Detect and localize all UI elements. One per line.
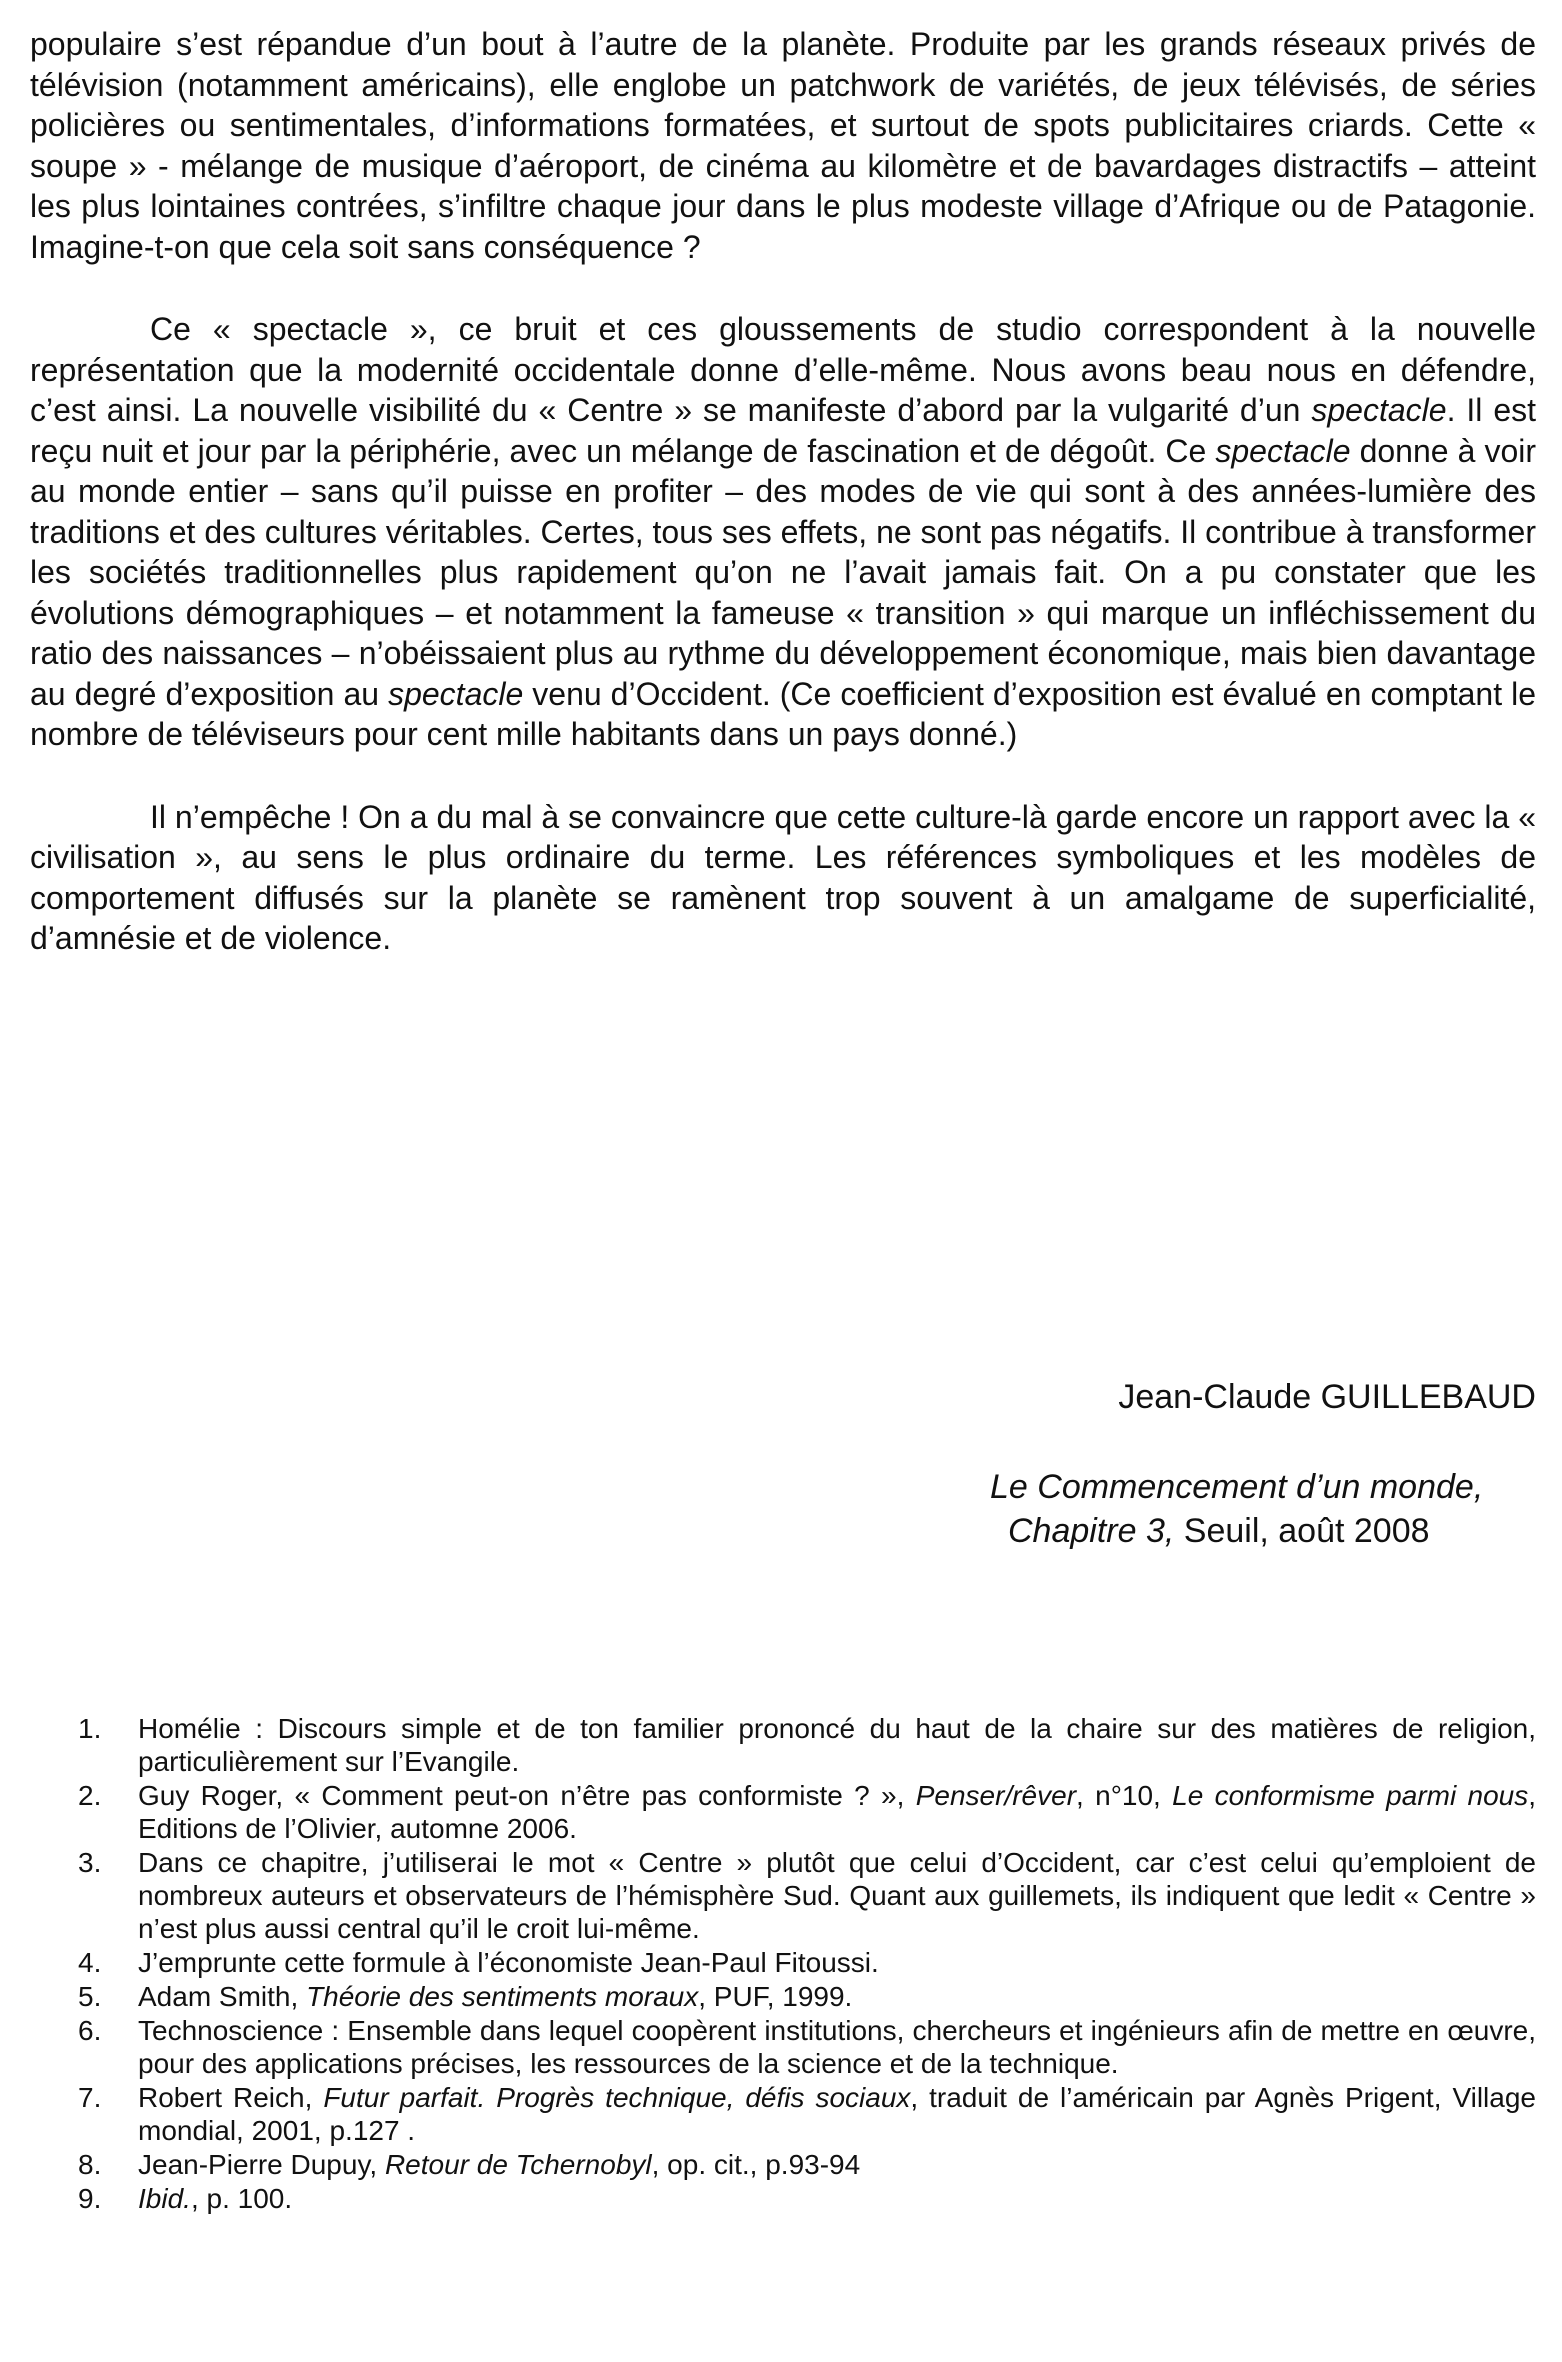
footnote-item [30,1980,1536,2013]
text-run: donne à voir au monde entier – sans qu’il puisse en profiter – des modes de vie qui sont à des années-lumière des traditions et des cultures véritables. Certes, tous ses effets, ne sont pas négatifs. Il contribue à transformer les sociétés traditionnelles plus rapidement qu’on ne l’avait jamais fait. On a pu constater que les évolutions démographiques – et notamment la fameuse « transition » qui marque un infléchissement du ratio des naissances – n’obéissaient plus au rythme du développement économique, mais bien davantage au degré d’exposition au [30,432,1537,712]
italic-text: Futur parfait. Progrès technique, défis sociaux [323,2082,911,2113]
paragraph-3: Il n’empêche ! On a du mal à se convaincre que cette culture-là garde encore un rapport avec la « civilisation », au sens le plus ordinaire du terme. Les références symboliques et les modèles de comportement diffusés sur la planète se ramènent trop souvent à un amalgame de superficialité, d’amnésie et de violence. [30,798,1536,956]
italic-text: Le conformisme parmi nous [1172,1780,1529,1811]
italic-text: Théorie des sentiments moraux [306,1981,699,2012]
text-run: J’emprunte cette formule à l’économiste Jean-Paul Fitoussi. [138,1947,879,1978]
footnote-item [30,1779,1536,1845]
text-run: , Editions de l’Olivier, automne 2006. [138,1780,1537,1844]
footnote-item [30,1946,1536,1979]
footnote-number: 3. [78,1847,102,1878]
footnote-number: 4. [78,1947,102,1978]
paragraph-2 [30,309,1536,755]
footnote-item [30,1846,1536,1945]
text-run: Ce « spectacle », ce bruit et ces gloussements de studio correspondent à la nouvelle représentation que la modernité occidentale donne d’elle-même. Nous avons beau nous en défendre, c’est ainsi. La nouvelle visibilité du « Centre » se manifeste d’abord par la vulgarité d’un [30,311,1536,428]
text-run: , PUF, 1999. [698,1981,853,2012]
book-title: Le Commencement d’un monde, [990,1468,1484,1506]
body-text [30,24,1536,1001]
publisher-date: Seuil, août 2008 [1174,1512,1430,1550]
footnotes-list [30,1712,1536,2216]
text-run: , traduit de l’américain par Agnès Prigent, Village mondial, 2001, p.127 . [138,2082,1536,2146]
italic-text: Ibid. [138,2183,191,2214]
text-run: , n°10, [1076,1780,1173,1811]
footnote-number: 6. [78,2015,102,2046]
author-name: Jean-Claude GUILLEBAUD [1118,1378,1536,1416]
footnote-number: 8. [78,2149,102,2180]
signature-block [30,1375,1536,1550]
italic-text: Retour de Tchernobyl [384,2149,652,2180]
footnote-number: 5. [78,1981,102,2012]
italic-text: spectacle [388,675,524,712]
text-run: Dans ce chapitre, j’utiliserai le mot « Centre » plutôt que celui d’Occident, car c’est celui qu’emploient de nombreux auteurs et observateurs de l’hémisphère Sud. Quant aux guillemets, ils indiquent que ledit « Centre » n’est plus aussi central qu’il le croit lui-même. [138,1847,1536,1944]
footnote-item [30,2148,1536,2181]
text-run: Technoscience : Ensemble dans lequel coopèrent institutions, chercheurs et ingénieurs afin de mettre en œuvre, pour des applications précises, les ressources de la science et de la technique. [138,2015,1536,2079]
footnote-number: 9. [78,2183,102,2214]
footnote-item [30,2014,1536,2080]
footnote-number: 2. [78,1780,102,1811]
text-run: Robert Reich, [138,2082,324,2113]
text-run: , p. 100. [190,2183,293,2214]
text-run: Adam Smith, [138,1981,307,2012]
text-run: Jean-Pierre Dupuy, [138,2149,385,2180]
text-run: . Il est reçu nuit et jour par la périphérie, avec un mélange de fascination et de dégoût. Ce [30,392,1537,469]
chapter-label: Chapitre 3, [1008,1512,1175,1550]
footnote-item [30,2182,1536,2215]
text-run: , op. cit., p.93-94 [651,2149,861,2180]
footnote-number: 1. [78,1713,102,1744]
text-run: Guy Roger, « Comment peut-on n’être pas conformiste ? », [138,1780,916,1811]
italic-text: spectacle [1311,392,1447,428]
paragraph-1: populaire s’est répandue d’un bout à l’autre de la planète. Produite par les grands réseaux privés de télévision (notamment américains), elle englobe un patchwork de variétés, de jeux télévisés, de séries policières ou sentimentales, d’informations formatées, et surtout de spots publicitaires criards. Cette « soupe » - mélange de musique d’aéroport, de cinéma au kilomètre et de bavardages distractifs – atteint les plus lointaines contrées, s’infiltre chaque jour dans le plus modeste village d’Afrique ou de Patagonie. Imagine-t-on que cela soit sans conséquence ? [30,26,1536,265]
footnote-item [30,2081,1536,2147]
footnote-item [30,1712,1536,1778]
text-run: venu d’Occident. (Ce coefficient d’exposition est évalué en comptant le nombre de téléviseurs pour cent mille habitants dans un pays donné.) [30,675,1537,752]
footnote-number: 7. [78,2082,102,2113]
source-reference [990,1465,1550,1553]
italic-text: Penser/rêver [915,1780,1077,1811]
text-run: Homélie : Discours simple et de ton familier prononcé du haut de la chaire sur des matières de religion, particulièrement sur l’Evangile. [138,1713,1536,1777]
italic-text: spectacle [1215,432,1351,469]
